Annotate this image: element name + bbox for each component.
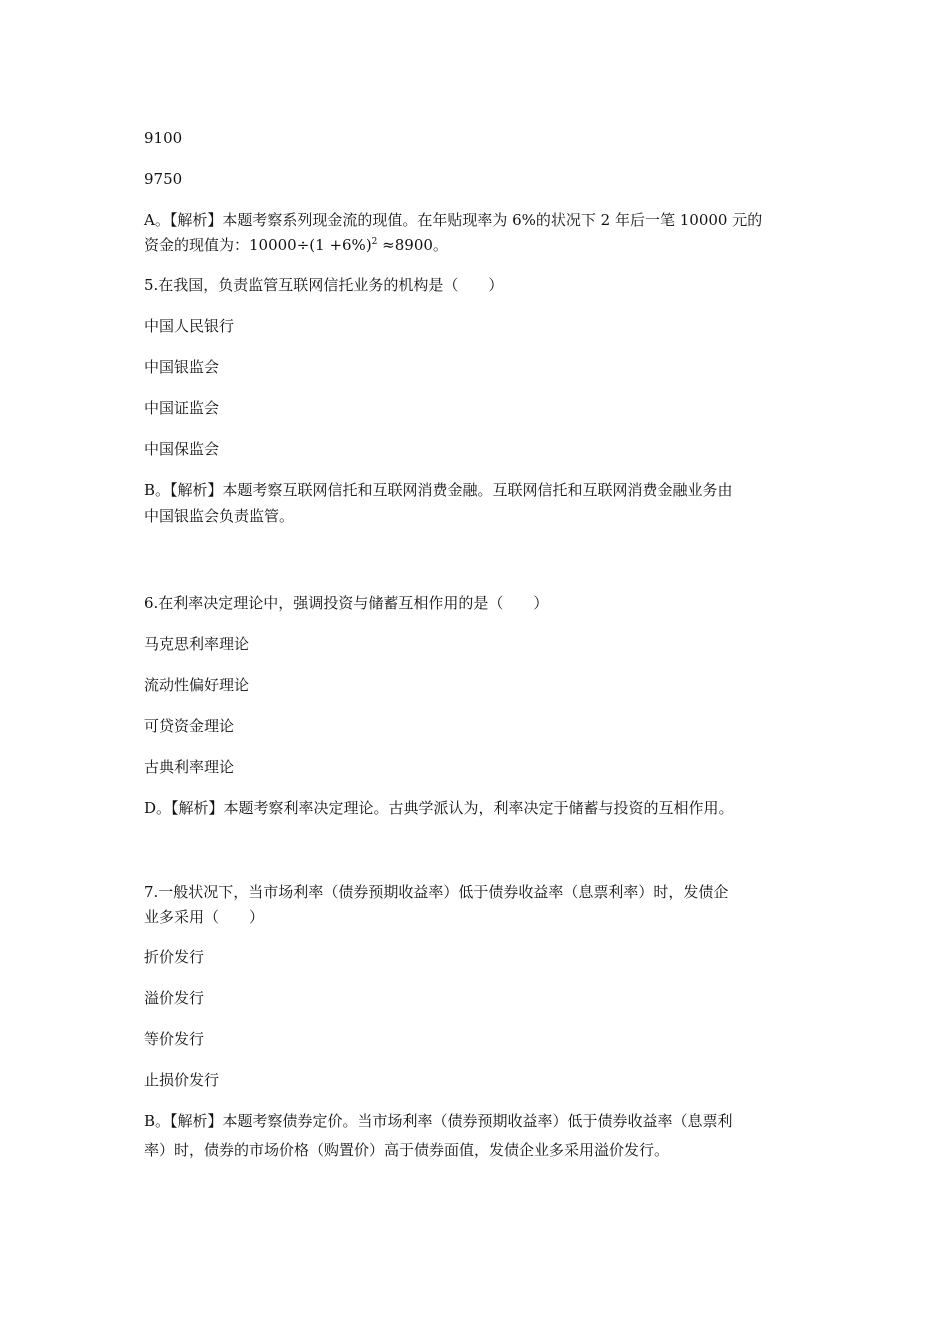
q6-answer-line-1: D。【解析】本题考察利率决定理论。古典学派认为，利率决定于储蓄与投资的互相作用。 [144, 799, 734, 817]
q5-answer-line-2: 中国银监会负责监管。 [144, 507, 295, 525]
q4-answer-line-1: A。【解析】本题考察系列现金流的现值。在年贴现率为 6%的状况下 2 年后一笔 10000 元的 [144, 211, 763, 229]
q7-option-b: 溢价发行 [144, 989, 205, 1007]
q7-answer-line-1: B。【解析】本题考察债券定价。当市场利率（债券预期收益率）低于债券收益率（息票利 [144, 1112, 733, 1130]
q4-answer-formula: 资金的现值为：10000÷(1 +6%) [144, 236, 372, 254]
q5-answer-line-1: B。【解析】本题考察互联网信托和互联网消费金融。互联网信托和互联网消费金融业务由 [144, 481, 733, 499]
q6-option-b: 流动性偏好理论 [144, 676, 250, 694]
q5-option-c: 中国证监会 [144, 399, 220, 417]
q6-option-c: 可贷资金理论 [144, 717, 235, 735]
q7-option-a: 折价发行 [144, 948, 205, 966]
q7-option-c: 等价发行 [144, 1030, 205, 1048]
q7-answer-line-2: 率）时，债券的市场价格（购置价）高于债券面值，发债企业多采用溢价发行。 [144, 1141, 670, 1159]
q4-answer-result: ≈8900。 [377, 236, 448, 254]
q6-option-d: 古典利率理论 [144, 758, 235, 776]
q7-question-line-2: 业多采用（ ） [144, 908, 265, 926]
q7-question-line-1: 7.一般状况下，当市场利率（债券预期收益率）低于债券收益率（息票利率）时，发债企 [144, 883, 729, 901]
q5-option-a: 中国人民银行 [144, 317, 235, 335]
q4-option-c: 9100 [144, 129, 183, 147]
q7-option-d: 止损价发行 [144, 1071, 220, 1089]
q5-option-d: 中国保监会 [144, 440, 220, 458]
q5-question: 5.在我国，负责监管互联网信托业务的机构是（ ） [144, 276, 504, 294]
q5-option-b: 中国银监会 [144, 358, 220, 376]
q6-option-a: 马克思利率理论 [144, 635, 250, 653]
q4-option-d: 9750 [144, 170, 183, 188]
q6-question: 6.在利率决定理论中，强调投资与储蓄互相作用的是（ ） [144, 594, 549, 612]
q4-answer-line-2 [144, 233, 814, 257]
q4-answer-exponent: 2 [371, 237, 378, 247]
